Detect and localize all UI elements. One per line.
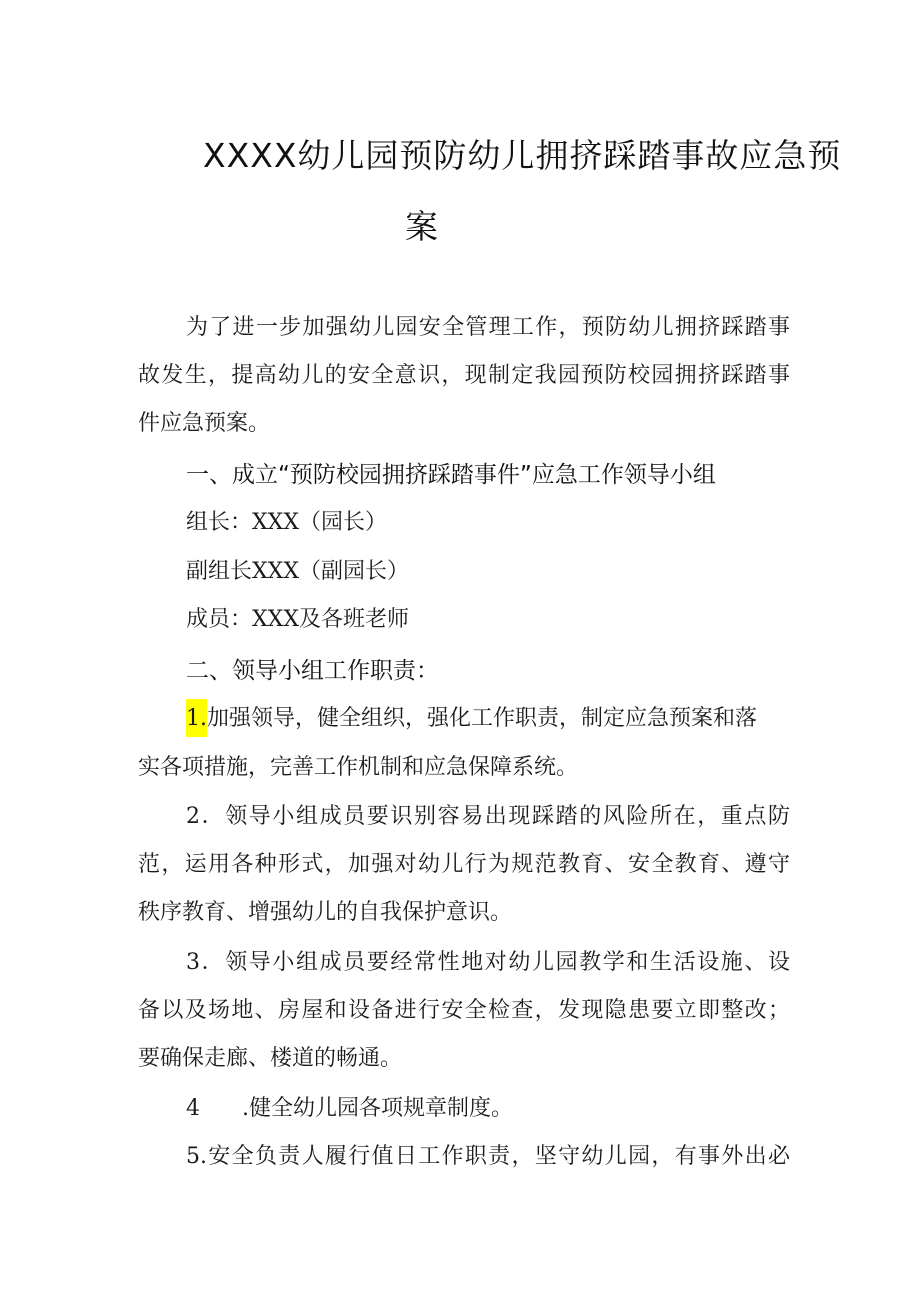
item-3-line-2: 备以及场地、房屋和设备进行安全检查，发现隐患要立即整改； <box>138 998 790 1023</box>
item-4-line <box>186 1095 513 1123</box>
member-deputy-leader: 副组长XXX（副园长） <box>186 559 409 584</box>
item-4-text: .健全幼儿园各项规章制度。 <box>242 1096 513 1121</box>
intro-line-3: 件应急预案。 <box>138 411 271 436</box>
item-3-line-3: 要确保走廊、楼道的畅通。 <box>138 1046 403 1071</box>
item-3-line-1: 3．领导小组成员要经常性地对幼儿园教学和生活设施、设 <box>186 950 790 975</box>
intro-line-2: 故发生，提高幼儿的安全意识，现制定我园预防校园拥挤踩踏事 <box>138 363 790 388</box>
section-1-heading: 一、成立“预防校园拥挤踩踏事件”应急工作领导小组 <box>186 462 716 488</box>
item-1-line-1 <box>186 705 757 733</box>
member-members: 成员：XXX及各班老师 <box>186 607 409 632</box>
member-leader: 组长：XXX（园长） <box>186 510 387 535</box>
document-title-line-2: 案 <box>405 207 439 246</box>
item-1-text: 加强领导，健全组织，强化工作职责，制定应急预案和落 <box>207 706 758 731</box>
intro-line-1: 为了进一步加强幼儿园安全管理工作，预防幼儿拥挤踩踏事 <box>186 315 790 340</box>
item-2-line-2: 范，运用各种形式，加强对幼儿行为规范教育、安全教育、遵守 <box>138 852 790 877</box>
section-2-heading: 二、领导小组工作职责： <box>186 658 439 684</box>
item-2-line-3: 秩序教育、增强幼儿的自我保护意识。 <box>138 900 513 925</box>
item-1-line-2: 实各项措施，完善工作机制和应急保障系统。 <box>138 755 579 780</box>
item-1-number-highlight: 1. <box>186 699 207 737</box>
document-title-line-1: XXXX幼儿园预防幼儿拥挤踩踏事故应急预 <box>203 136 842 175</box>
item-5-line-1: 5.安全负责人履行值日工作职责，坚守幼儿园，有事外出必 <box>186 1144 790 1169</box>
item-4-number: 4 <box>186 1096 200 1121</box>
item-2-line-1: 2．领导小组成员要识别容易出现踩踏的风险所在，重点防 <box>186 804 790 829</box>
